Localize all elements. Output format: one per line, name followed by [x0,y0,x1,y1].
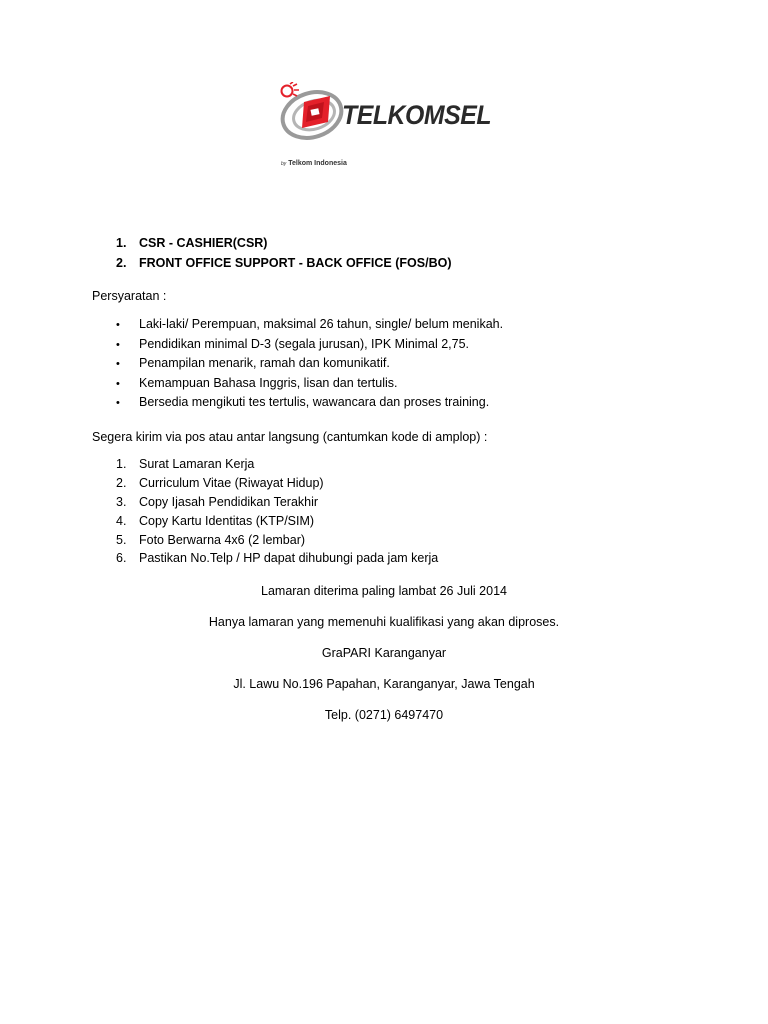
list-number: 2. [116,475,127,490]
logo-wordmark: TELKOMSEL [342,100,492,130]
logo-byline-by: by [281,161,287,167]
document-item [116,457,438,476]
list-number: 4. [116,513,127,528]
requirement-item [116,337,503,357]
requirement-text: Bersedia mengikuti tes tertulis, wawancara dan proses training. [139,395,490,409]
qualification-note: Hanya lamaran yang memenuhi kualifikasi yang akan diproses. [208,615,560,629]
requirement-text: Laki-laki/ Perempuan, maksimal 26 tahun, single/ belum menikah. [139,317,504,331]
requirement-text: Kemampuan Bahasa Inggris, lisan dan tertulis. [139,375,398,390]
position-label: FRONT OFFICE SUPPORT - BACK OFFICE (FOS/BO) [139,255,452,270]
list-number: 1. [116,457,127,471]
requirements-heading: Persyaratan : [92,289,167,303]
document-item [116,533,438,552]
requirement-text: Pendidikan minimal D-3 (segala jurusan), IPK Minimal 2,75. [139,336,470,351]
document-item [116,551,438,570]
list-number: 1. [116,236,127,250]
position-label: CSR - CASHIER(CSR) [139,236,268,250]
office-name: GraPARI Karanganyar [321,646,447,660]
document-text: Copy Kartu Identitas (KTP/SIM) [139,513,315,528]
office-address: Jl. Lawu No.196 Papahan, Karanganyar, Jawa Tengah [233,677,535,691]
office-phone: Telp. (0271) 6497470 [324,708,444,722]
list-number: 2. [116,255,127,270]
document-item [116,514,438,533]
list-number: 6. [116,551,127,566]
telkomsel-logo [278,82,490,176]
list-number: 3. [116,494,127,509]
document-item [116,476,438,495]
requirement-item [116,376,503,396]
document-text: Pastikan No.Telp / HP dapat dihubungi pada jam kerja [139,551,439,566]
document-item [116,495,438,514]
requirement-item [116,395,503,415]
requirement-text: Penampilan menarik, ramah dan komunikatif. [139,356,390,370]
requirement-item [116,356,503,376]
logo-byline [281,160,347,167]
bullet-icon: • [116,397,120,409]
telkom-indonesia-icon [278,82,300,98]
requirements-list [116,317,503,415]
document-text: Surat Lamaran Kerja [139,457,255,471]
requirement-item [116,317,503,337]
bullet-icon: • [116,338,120,351]
bullet-icon: • [116,319,120,331]
logo-byline-brand: Telkom Indonesia [288,160,347,167]
document-text: Copy Ijasah Pendidikan Terakhir [139,494,319,509]
send-instructions: Segera kirim via pos atau antar langsung (cantumkan kode di amplop) : [92,430,488,444]
documents-list [116,457,438,570]
position-item [116,236,452,256]
positions-list [116,236,452,275]
deadline-text: Lamaran diterima paling lambat 26 Juli 2014 [261,584,507,598]
bullet-icon: • [116,377,120,390]
bullet-icon: • [116,358,120,370]
document-text: Curriculum Vitae (Riwayat Hidup) [139,475,324,490]
document-text: Foto Berwarna 4x6 (2 lembar) [139,532,306,547]
position-item [116,256,452,276]
list-number: 5. [116,532,127,547]
